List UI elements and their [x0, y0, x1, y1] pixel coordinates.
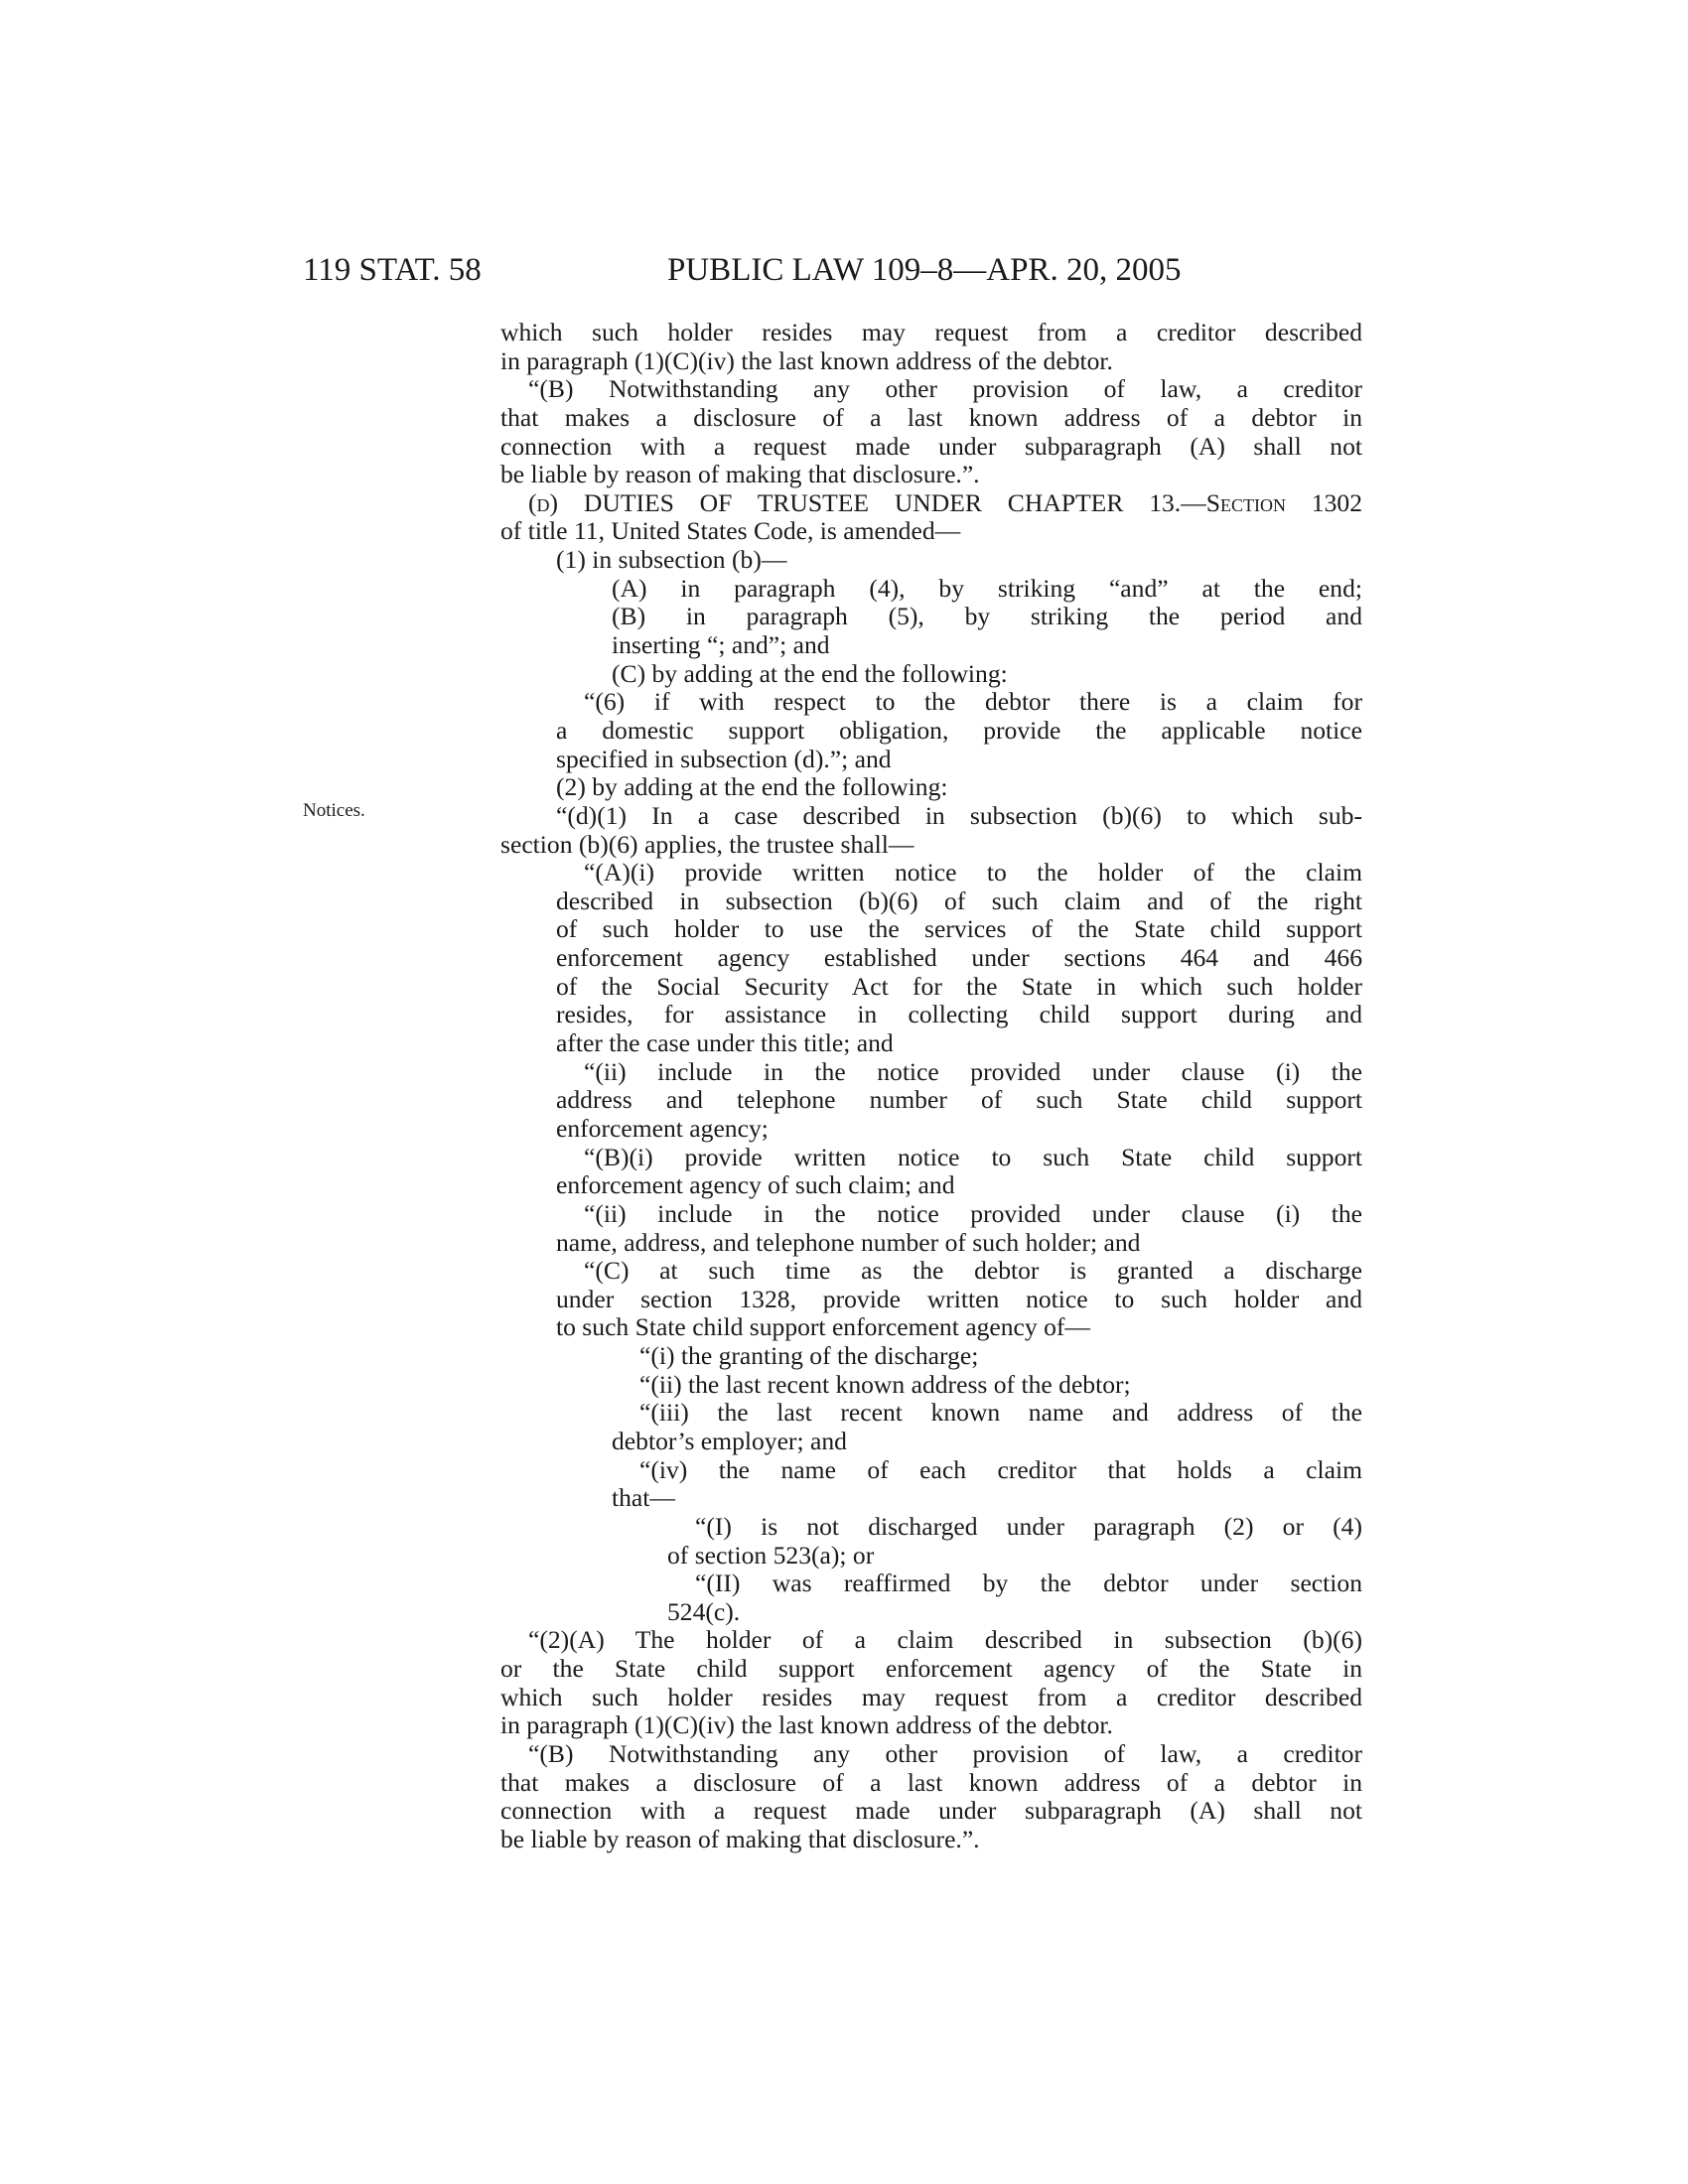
text-line: address and telephone number of such State child support — [556, 1085, 1362, 1115]
text-line: “(d)(1) In a case described in subsection (b)(6) to which sub- — [556, 800, 1362, 830]
text-line: which such holder resides may request from a creditor described — [500, 318, 1362, 346]
text-line: specified in subsection (d).”; and — [556, 744, 892, 773]
text-line: a domestic support obligation, provide the applicable notice — [556, 715, 1362, 745]
text-line: that makes a disclosure of a last known address of a debtor in — [500, 1767, 1362, 1797]
text-line: of section 523(a); or — [667, 1540, 875, 1570]
text-line: enforcement agency established under sections 464 and 466 — [556, 943, 1362, 973]
text-line: in paragraph (1)(C)(iv) the last known address of the debtor. — [500, 1710, 1113, 1740]
text-line: (2) by adding at the end the following: — [556, 772, 948, 802]
text-line: “(ii) include in the notice provided under clause (i) the — [584, 1056, 1362, 1086]
text-line: that— — [612, 1483, 675, 1513]
text-line: enforcement agency; — [556, 1113, 769, 1143]
text-line: of title 11, United States Code, is amended— — [500, 516, 961, 546]
text-line: inserting “; and”; and — [612, 630, 830, 660]
text-line: or the State child support enforcement agency of the State in — [500, 1654, 1362, 1684]
text-line: (C) by adding at the end the following: — [612, 658, 1008, 688]
text-line: “(I) is not discharged under paragraph (2) or (4) — [695, 1511, 1362, 1541]
text-line: “(II) was reaffirmed by the debtor under section — [695, 1569, 1362, 1598]
statute-reference: 119 STAT. 58 — [303, 252, 482, 288]
running-header: PUBLIC LAW 109–8—APR. 20, 2005 — [667, 252, 1182, 288]
text-line: under section 1328, provide written notice to such holder and — [556, 1284, 1362, 1313]
text-line: “(ii) include in the notice provided under clause (i) the — [584, 1198, 1362, 1228]
text-line: “(2)(A) The holder of a claim described in subsection (b)(6) — [528, 1625, 1362, 1655]
text-line: “(iv) the name of each creditor that holds a claim — [639, 1454, 1362, 1484]
text-line: (1) in subsection (b)— — [556, 545, 787, 575]
text-line: “(A)(i) provide written notice to the holder of the claim — [584, 858, 1362, 887]
statute-body — [500, 319, 1362, 1854]
text-line: (B) in paragraph (5), by striking the period and — [612, 602, 1362, 631]
text-line: after the case under this title; and — [556, 1028, 894, 1058]
text-line: described in subsection (b)(6) of such claim and of the right — [556, 886, 1362, 915]
text-line: in paragraph (1)(C)(iv) the last known address of the debtor. — [500, 345, 1113, 375]
text-line: enforcement agency of such claim; and — [556, 1170, 955, 1200]
text-line: that makes a disclosure of a last known address of a debtor in — [500, 402, 1362, 432]
text-line: of such holder to use the services of the State child support — [556, 914, 1362, 944]
text-line: be liable by reason of making that disclosure.”. — [500, 1824, 980, 1853]
text-line: “(B) Notwithstanding any other provision of law, a creditor — [528, 374, 1362, 404]
text-line: of the Social Security Act for the State in which such holder — [556, 971, 1362, 1001]
text-line: 524(c). — [667, 1596, 741, 1626]
text-line: which such holder resides may request from a creditor described — [500, 1682, 1362, 1711]
section-heading: (d) DUTIES OF TRUSTEE UNDER CHAPTER 13.—Section 1302 — [528, 487, 1362, 517]
text-line: “(i) the granting of the discharge; — [639, 1341, 979, 1371]
text-line: debtor’s employer; and — [612, 1426, 847, 1455]
text-line: connection with a request made under subparagraph (A) shall not — [500, 1796, 1362, 1826]
text-line: resides, for assistance in collecting child support during and — [556, 1000, 1362, 1029]
text-line: name, address, and telephone number of such holder; and — [556, 1227, 1141, 1257]
text-line: to such State child support enforcement agency of— — [556, 1312, 1091, 1342]
text-line: be liable by reason of making that disclosure.”. — [500, 460, 980, 489]
text-line: “(ii) the last recent known address of the debtor; — [639, 1369, 1131, 1399]
text-line: (A) in paragraph (4), by striking “and” at the end; — [612, 573, 1362, 603]
text-line: connection with a request made under subparagraph (A) shall not — [500, 431, 1362, 461]
text-line: section (b)(6) applies, the trustee shall— — [500, 829, 914, 859]
text-line: “(iii) the last recent known name and address of the — [639, 1398, 1362, 1428]
text-line: “(C) at such time as the debtor is granted a discharge — [584, 1256, 1362, 1286]
text-line: “(6) if with respect to the debtor there is a claim for — [584, 687, 1362, 717]
text-line: “(B) Notwithstanding any other provision of law, a creditor — [528, 1739, 1362, 1769]
margin-note-notices: Notices. — [303, 800, 365, 821]
text-line: “(B)(i) provide written notice to such State child support — [584, 1142, 1362, 1171]
